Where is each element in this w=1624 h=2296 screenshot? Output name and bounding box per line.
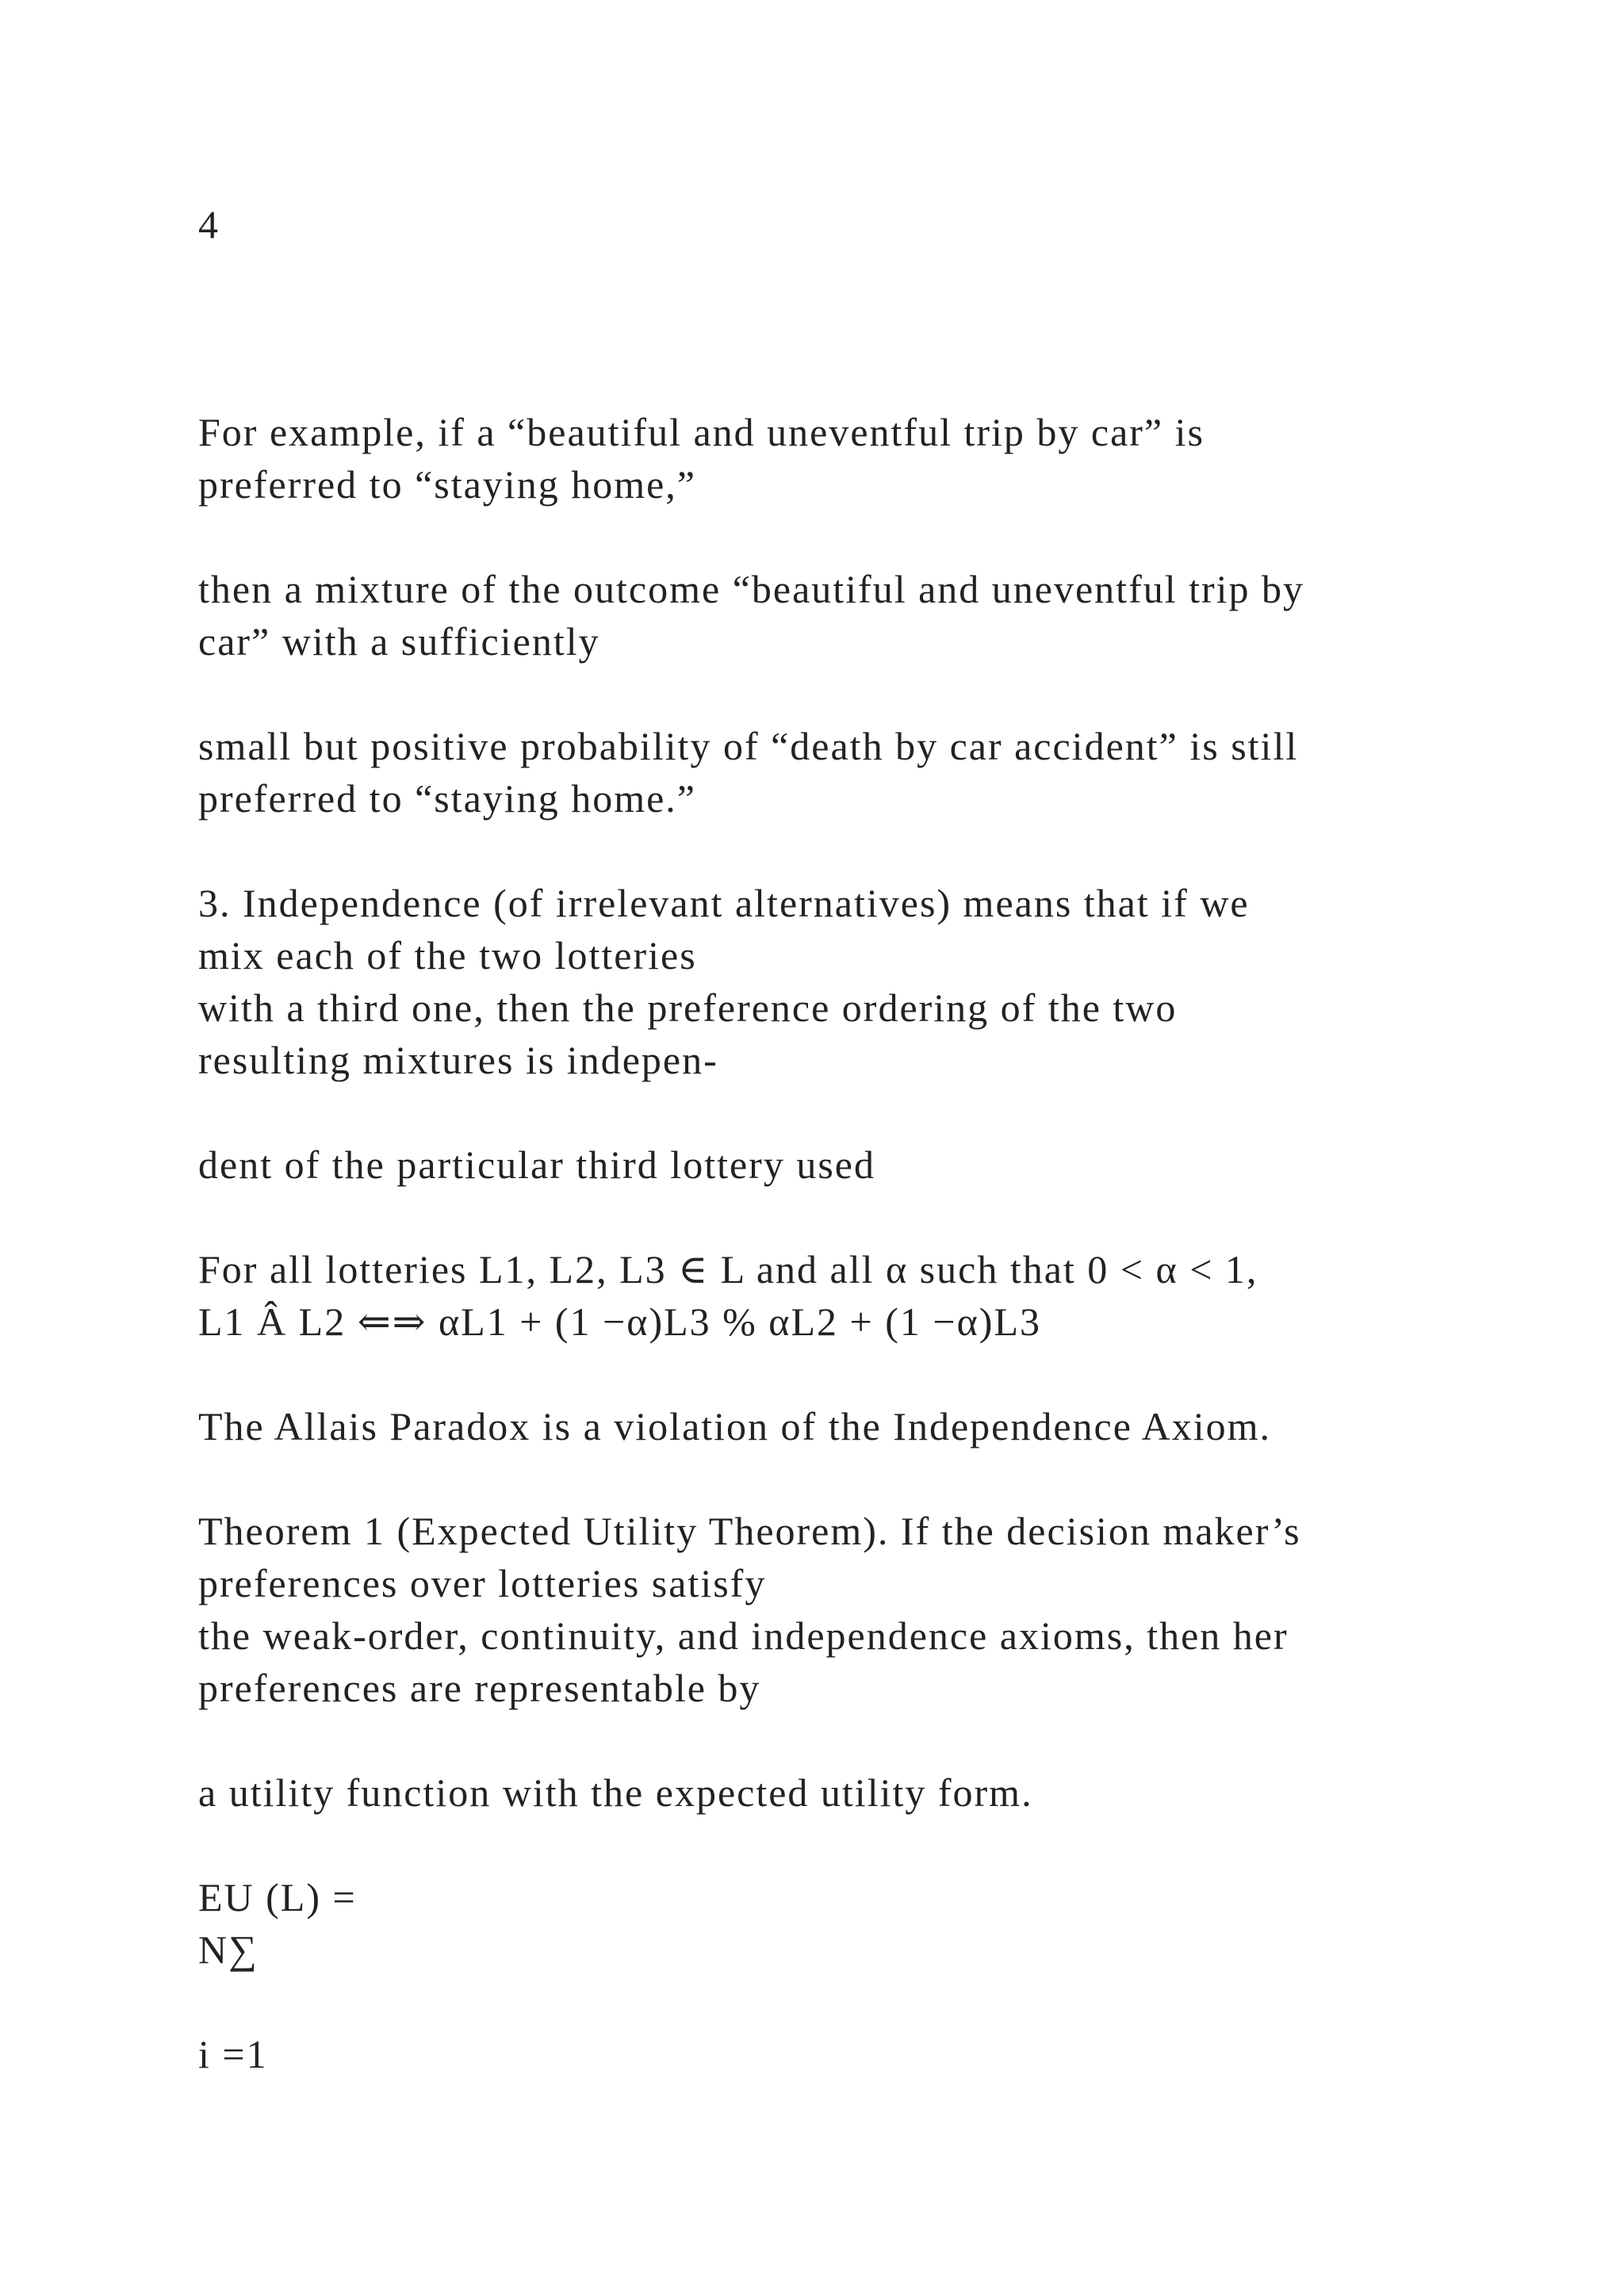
paragraph-eu-formula (198, 1871, 1507, 1976)
formula-line: i =1 (198, 2032, 268, 2076)
paragraph-utility-form (198, 1766, 1507, 1819)
text-line: dent of the particular third lottery used (198, 1142, 875, 1187)
formula-line: EU (L) = (198, 1875, 357, 1919)
paragraph-independence (198, 877, 1507, 1086)
text-line: preferences over lotteries satisfy (198, 1561, 767, 1605)
text-line: For example, if a “beautiful and uneventful trip by car” is (198, 410, 1205, 454)
text-line: mix each of the two lotteries (198, 933, 697, 978)
text-line: The Allais Paradox is a violation of the Independence Axiom. (198, 1404, 1272, 1448)
text-line: with a third one, then the preference ordering of the two (198, 985, 1178, 1030)
page-number: 4 (198, 202, 220, 247)
paragraph-sum-index (198, 2028, 1507, 2080)
formula-line: L1 Â L2 ⇐⇒ αL1 + (1 −α)L3 % αL2 + (1 −α)L3 (198, 1299, 1041, 1344)
paragraph-mixture (198, 563, 1507, 668)
paragraph-theorem (198, 1505, 1507, 1714)
text-line: then a mixture of the outcome “beautiful and uneventful trip by (198, 567, 1305, 611)
paragraph-independence-cont (198, 1138, 1507, 1191)
text-line: resulting mixtures is indepen- (198, 1038, 718, 1082)
paragraph-allais (198, 1400, 1507, 1452)
paragraph-example (198, 406, 1507, 511)
text-line: preferences are representable by (198, 1666, 761, 1710)
text-line: preferred to “staying home.” (198, 776, 696, 821)
text-line: preferred to “staying home,” (198, 462, 696, 507)
text-line: the weak-order, continuity, and independence axioms, then her (198, 1613, 1289, 1658)
text-line: small but positive probability of “death by car accident” is still (198, 724, 1299, 768)
body-text (198, 406, 1507, 2133)
text-line: 3. Independence (of irrelevant alternatives) means that if we (198, 881, 1250, 925)
text-line: Theorem 1 (Expected Utility Theorem). If the decision maker’s (198, 1509, 1301, 1553)
paragraph-axiom-formula (198, 1243, 1507, 1348)
formula-line: N∑ (198, 1927, 259, 1972)
text-line: a utility function with the expected utility form. (198, 1770, 1033, 1815)
text-line: car” with a sufficiently (198, 619, 600, 664)
text-line: For all lotteries L1, L2, L3 ∈ L and all α such that 0 < α < 1, (198, 1247, 1258, 1292)
paragraph-probability (198, 720, 1507, 825)
